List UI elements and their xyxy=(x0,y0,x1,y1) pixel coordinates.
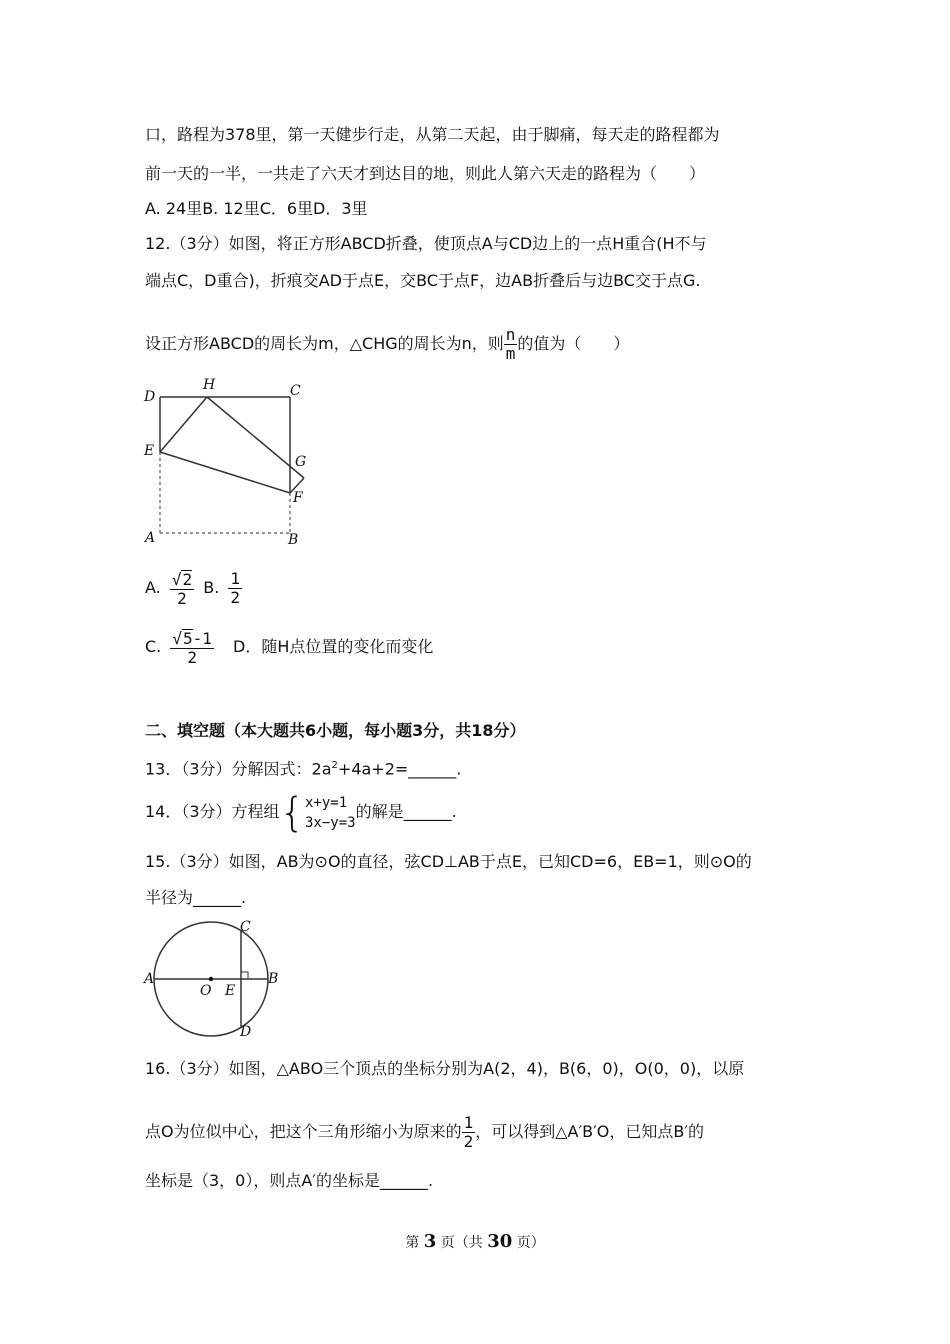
right-angle-mark xyxy=(241,972,248,979)
q16-line2-pre: 点O为位似中心，把这个三角形缩小为原来的 xyxy=(145,1122,462,1141)
q12-optA-num: √2 xyxy=(171,569,193,589)
q12-figure xyxy=(140,375,320,550)
q14-pre: 14．（3分）方程组 xyxy=(145,802,280,821)
q16-line3: 坐标是（3，0），则点A′的坐标是______. xyxy=(145,1171,434,1190)
label-F: F xyxy=(293,490,303,506)
label-C2: C xyxy=(240,919,251,935)
footer-post: 页） xyxy=(516,1235,545,1251)
q12-line3-pre: 设正方形ABCD的周长为m，△CHG的周长为n，则 xyxy=(145,334,504,353)
q12-optB-num: 1 xyxy=(230,569,241,588)
q16-line2-post: ，可以得到△A′B′O，已知点B′的 xyxy=(475,1122,704,1141)
q12-optC-label: C. xyxy=(145,637,162,656)
q15-line1: 15.（3分）如图，AB为⊙O的直径，弦CD⊥AB于点E，已知CD=6，EB=1，则⊙O的 xyxy=(145,852,752,871)
q12-optB-label: B. xyxy=(203,578,220,597)
q12-line3-post: 的值为（ ） xyxy=(517,334,630,353)
q12-optC-num: √5-1 xyxy=(172,628,212,648)
q12-optA-frac xyxy=(170,570,194,608)
q16-frac-num: 1 xyxy=(463,1113,474,1132)
q12-options-cd xyxy=(145,625,433,669)
footer-page: 3 xyxy=(423,1231,437,1252)
edge-EH xyxy=(160,397,207,452)
q13 xyxy=(145,755,461,780)
label-B: B xyxy=(288,532,299,548)
q12-optC-num-tail: -1 xyxy=(192,628,212,648)
q12-frac-den: m xyxy=(505,344,516,363)
q12-frac-num: n xyxy=(505,325,516,344)
q12-optB-den: 2 xyxy=(230,588,241,607)
footer-mid: 页（共 xyxy=(440,1235,483,1251)
q11-options: A. 24里B. 12里C．6里D．3里 xyxy=(145,199,368,218)
brace-icon: { xyxy=(279,789,305,836)
label-G: G xyxy=(295,454,307,470)
label-C: C xyxy=(290,383,301,399)
footer-total: 30 xyxy=(487,1231,513,1252)
q16-fraction xyxy=(462,1114,476,1151)
q14 xyxy=(145,790,457,834)
q11-line2: 前一天的一半，一共走了六天才到达目的地，则此人第六天走的路程为（ ） xyxy=(145,164,706,183)
center-dot xyxy=(209,977,213,981)
q13-post: +4a+2=______. xyxy=(337,759,462,779)
q16-line2 xyxy=(145,1110,704,1154)
q13-sup: 2 xyxy=(331,760,338,771)
crease-EF xyxy=(160,452,290,493)
q14-post: 的解是______. xyxy=(355,802,457,821)
q12-optB-frac xyxy=(228,570,242,607)
q12-optA-radicand: 2 xyxy=(182,569,193,589)
label-B2: B xyxy=(268,971,279,987)
q12-options-ab xyxy=(145,566,242,610)
q12-line2: 端点C，D重合)，折痕交AD于点E，交BC于点F，边AB折叠后与边BC交于点G. xyxy=(145,271,701,290)
q16-line1: 16.（3分）如图，△ABO三个顶点的坐标分别为A(2，4)，B(6，0)，O(0，0)，以原 xyxy=(145,1059,745,1078)
q12-optD: D．随H点位置的变化而变化 xyxy=(233,637,434,656)
q12-optC-frac xyxy=(170,629,214,667)
q12-optA-label: A. xyxy=(145,578,161,597)
q12-optA-den: 2 xyxy=(177,588,187,608)
label-A: A xyxy=(145,530,156,546)
q13-pre: 13．（3分）分解因式：2a xyxy=(145,759,332,779)
q12-optC-den: 2 xyxy=(187,647,197,667)
label-D2: D xyxy=(240,1024,252,1040)
q14-eq2: 3x−y=3 xyxy=(305,814,356,831)
q11-line1: 口，路程为378里，第一天健步行走，从第二天起，由于脚痛，每天走的路程都为 xyxy=(145,125,720,144)
q14-system xyxy=(305,793,356,833)
q12-line1: 12.（3分）如图，将正方形ABCD折叠，使顶点A与CD边上的一点H重合(H不与 xyxy=(145,234,707,253)
label-O: O xyxy=(200,983,212,999)
q12-optC-radicand: 5 xyxy=(183,628,193,648)
label-E2: E xyxy=(225,983,236,999)
footer-pre: 第 xyxy=(405,1235,420,1251)
section2-heading: 二、填空题（本大题共6小题，每小题3分，共18分） xyxy=(145,721,526,740)
q12-fraction xyxy=(504,326,518,363)
label-A2: A xyxy=(144,971,155,987)
q14-eq1: x+y=1 xyxy=(305,794,348,811)
label-H: H xyxy=(203,377,216,393)
q15-line2: 半径为______. xyxy=(145,888,247,907)
page-footer xyxy=(0,1231,950,1252)
label-D: D xyxy=(144,389,156,405)
q16-frac-den: 2 xyxy=(463,1132,474,1151)
q12-line3 xyxy=(145,324,629,364)
label-E: E xyxy=(144,443,155,459)
